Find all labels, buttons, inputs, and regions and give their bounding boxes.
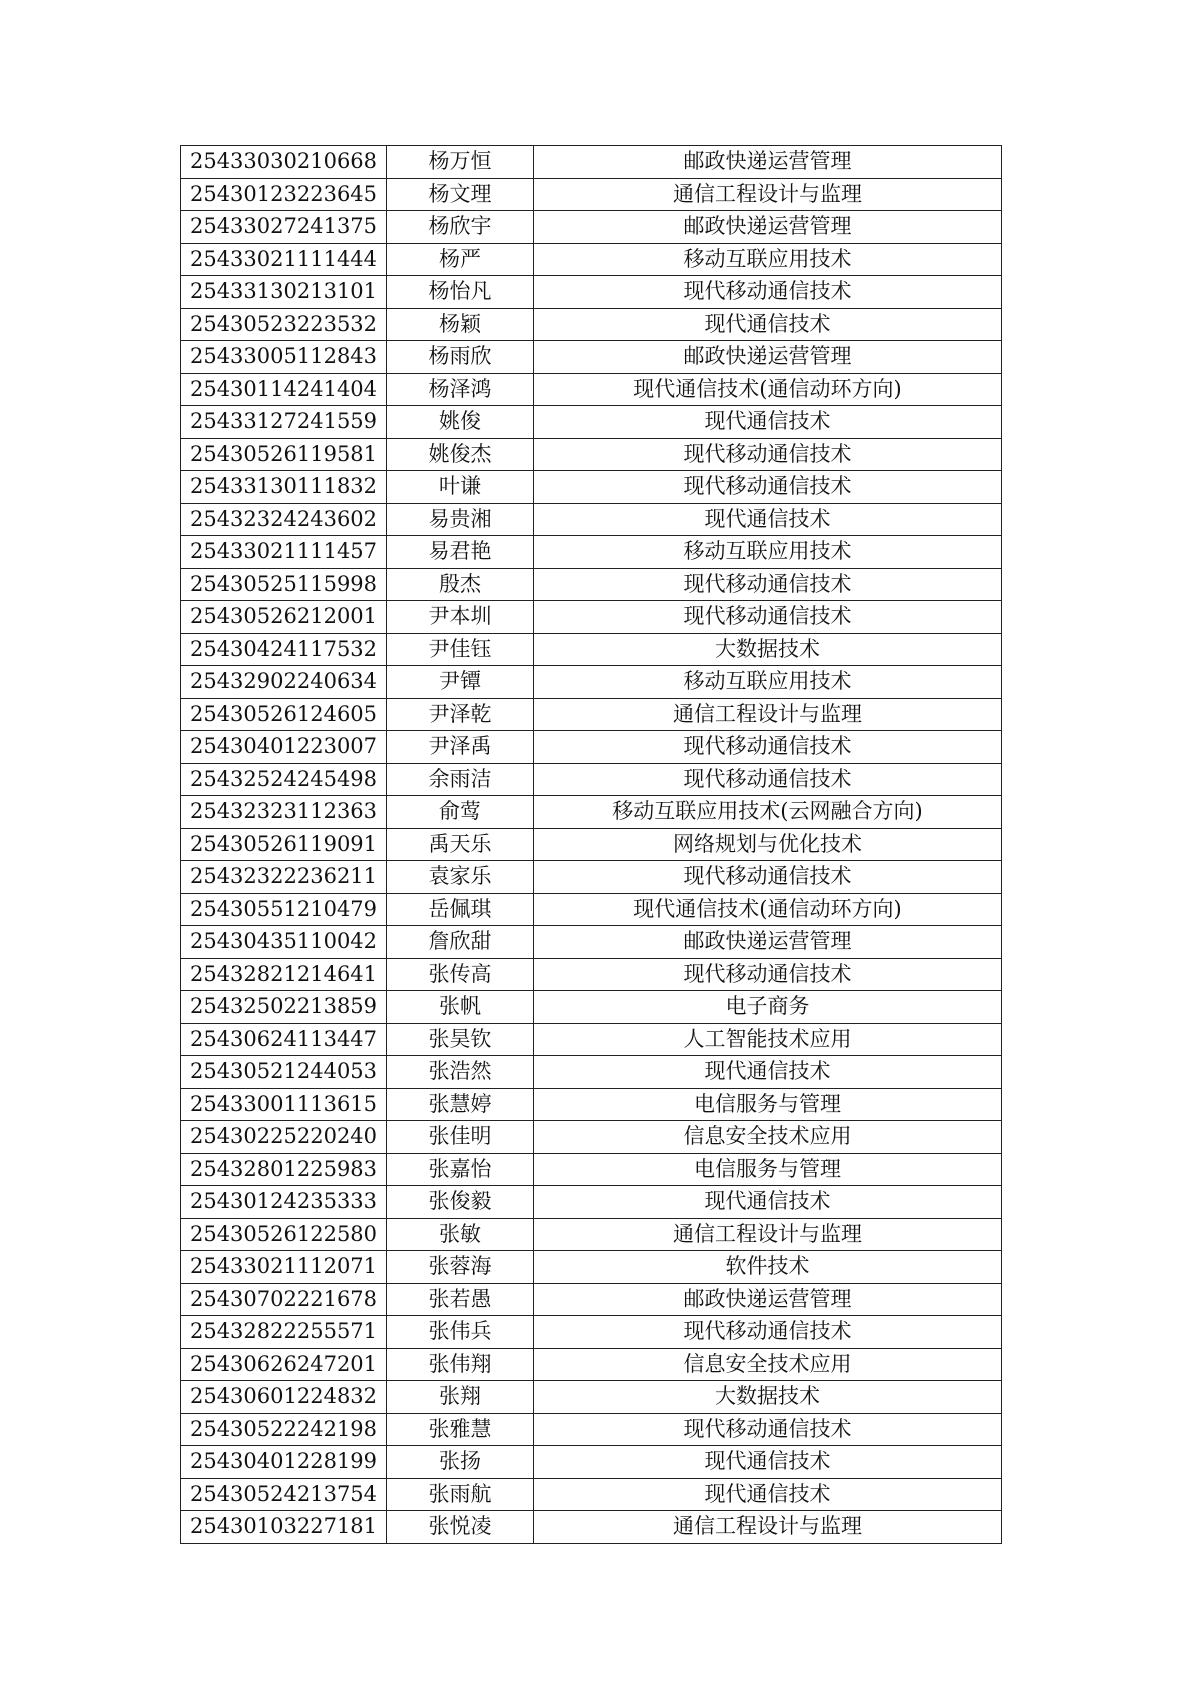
student-name-cell: 张敏 [387, 1218, 534, 1251]
student-name-cell: 詹欣甜 [387, 926, 534, 959]
table-row [181, 633, 1002, 666]
table-row [181, 1186, 1002, 1219]
table-row [181, 1251, 1002, 1284]
student-id-cell: 25430526119581 [181, 438, 387, 471]
student-major-cell: 现代通信技术 [534, 1478, 1002, 1511]
table-row [181, 406, 1002, 439]
student-major-cell: 软件技术 [534, 1251, 1002, 1284]
student-id-cell: 25430401223007 [181, 731, 387, 764]
student-name-cell: 杨怡凡 [387, 276, 534, 309]
student-id-cell: 25430601224832 [181, 1381, 387, 1414]
student-id-cell: 25432322236211 [181, 861, 387, 894]
student-name-cell: 杨颖 [387, 308, 534, 341]
student-name-cell: 张伟翔 [387, 1348, 534, 1381]
student-name-cell: 杨严 [387, 243, 534, 276]
table-row [181, 1381, 1002, 1414]
table-row [181, 1446, 1002, 1479]
table-row [181, 1413, 1002, 1446]
student-name-cell: 杨雨欣 [387, 341, 534, 374]
student-major-cell: 现代移动通信技术 [534, 763, 1002, 796]
table-row [181, 861, 1002, 894]
student-name-cell: 张翔 [387, 1381, 534, 1414]
student-id-cell: 25433027241375 [181, 211, 387, 244]
student-id-cell: 25433130213101 [181, 276, 387, 309]
student-major-cell: 通信工程设计与监理 [534, 1218, 1002, 1251]
student-major-cell: 大数据技术 [534, 1381, 1002, 1414]
student-id-cell: 25430435110042 [181, 926, 387, 959]
student-id-cell: 25433021111444 [181, 243, 387, 276]
table-row [181, 893, 1002, 926]
table-row [181, 536, 1002, 569]
table-row [181, 828, 1002, 861]
student-name-cell: 尹佳钰 [387, 633, 534, 666]
student-name-cell: 岳佩琪 [387, 893, 534, 926]
student-major-cell: 现代通信技术(通信动环方向) [534, 373, 1002, 406]
student-major-cell: 人工智能技术应用 [534, 1023, 1002, 1056]
student-major-cell: 电信服务与管理 [534, 1088, 1002, 1121]
student-major-cell: 邮政快递运营管理 [534, 1283, 1002, 1316]
student-id-cell: 25430124235333 [181, 1186, 387, 1219]
student-id-cell: 25430123223645 [181, 178, 387, 211]
student-id-cell: 25430521244053 [181, 1056, 387, 1089]
student-id-cell: 25433130111832 [181, 471, 387, 504]
table-row [181, 958, 1002, 991]
roster-body [181, 146, 1002, 1544]
student-major-cell: 邮政快递运营管理 [534, 146, 1002, 179]
student-major-cell: 信息安全技术应用 [534, 1348, 1002, 1381]
student-major-cell: 网络规划与优化技术 [534, 828, 1002, 861]
table-row [181, 146, 1002, 179]
student-name-cell: 杨文理 [387, 178, 534, 211]
student-major-cell: 现代通信技术 [534, 1056, 1002, 1089]
table-row [181, 568, 1002, 601]
student-id-cell: 25433030210668 [181, 146, 387, 179]
student-major-cell: 电子商务 [534, 991, 1002, 1024]
student-name-cell: 姚俊 [387, 406, 534, 439]
student-major-cell: 现代移动通信技术 [534, 276, 1002, 309]
student-id-cell: 25432323112363 [181, 796, 387, 829]
student-major-cell: 信息安全技术应用 [534, 1121, 1002, 1154]
student-name-cell: 殷杰 [387, 568, 534, 601]
student-name-cell: 张雨航 [387, 1478, 534, 1511]
student-id-cell: 25432902240634 [181, 666, 387, 699]
student-id-cell: 25430551210479 [181, 893, 387, 926]
student-id-cell: 25430702221678 [181, 1283, 387, 1316]
student-name-cell: 张伟兵 [387, 1316, 534, 1349]
student-id-cell: 25430523223532 [181, 308, 387, 341]
student-id-cell: 25432821214641 [181, 958, 387, 991]
table-row [181, 731, 1002, 764]
student-name-cell: 张雅慧 [387, 1413, 534, 1446]
student-id-cell: 25430114241404 [181, 373, 387, 406]
student-major-cell: 电信服务与管理 [534, 1153, 1002, 1186]
student-id-cell: 25433021111457 [181, 536, 387, 569]
table-row [181, 1088, 1002, 1121]
student-major-cell: 移动互联应用技术 [534, 536, 1002, 569]
table-row [181, 1056, 1002, 1089]
student-major-cell: 现代移动通信技术 [534, 601, 1002, 634]
student-id-cell: 25430624113447 [181, 1023, 387, 1056]
table-row [181, 1348, 1002, 1381]
student-major-cell: 现代移动通信技术 [534, 1316, 1002, 1349]
table-row [181, 698, 1002, 731]
student-id-cell: 25432801225983 [181, 1153, 387, 1186]
table-row [181, 601, 1002, 634]
student-name-cell: 张慧婷 [387, 1088, 534, 1121]
student-major-cell: 现代通信技术 [534, 308, 1002, 341]
student-name-cell: 尹本圳 [387, 601, 534, 634]
table-row [181, 471, 1002, 504]
table-row [181, 1218, 1002, 1251]
student-id-cell: 25433021112071 [181, 1251, 387, 1284]
student-name-cell: 姚俊杰 [387, 438, 534, 471]
student-major-cell: 移动互联应用技术 [534, 666, 1002, 699]
student-id-cell: 25430626247201 [181, 1348, 387, 1381]
student-name-cell: 张悦凌 [387, 1511, 534, 1544]
student-major-cell: 大数据技术 [534, 633, 1002, 666]
student-major-cell: 移动互联应用技术 [534, 243, 1002, 276]
student-major-cell: 现代通信技术 [534, 406, 1002, 439]
table-row [181, 991, 1002, 1024]
student-name-cell: 杨泽鸿 [387, 373, 534, 406]
table-row [181, 666, 1002, 699]
student-name-cell: 俞莺 [387, 796, 534, 829]
student-major-cell: 现代移动通信技术 [534, 471, 1002, 504]
student-id-cell: 25430522242198 [181, 1413, 387, 1446]
student-name-cell: 杨万恒 [387, 146, 534, 179]
student-name-cell: 叶谦 [387, 471, 534, 504]
table-row [181, 926, 1002, 959]
table-row [181, 1283, 1002, 1316]
student-major-cell: 现代通信技术 [534, 503, 1002, 536]
student-id-cell: 25433001113615 [181, 1088, 387, 1121]
student-major-cell: 通信工程设计与监理 [534, 1511, 1002, 1544]
student-name-cell: 张扬 [387, 1446, 534, 1479]
student-major-cell: 现代移动通信技术 [534, 1413, 1002, 1446]
student-id-cell: 25430525115998 [181, 568, 387, 601]
student-major-cell: 现代移动通信技术 [534, 958, 1002, 991]
student-id-cell: 25433005112843 [181, 341, 387, 374]
student-major-cell: 现代移动通信技术 [534, 731, 1002, 764]
student-id-cell: 25432524245498 [181, 763, 387, 796]
student-major-cell: 通信工程设计与监理 [534, 698, 1002, 731]
student-id-cell: 25430526122580 [181, 1218, 387, 1251]
student-name-cell: 张昊钦 [387, 1023, 534, 1056]
table-row [181, 308, 1002, 341]
student-name-cell: 杨欣宇 [387, 211, 534, 244]
student-id-cell: 25430103227181 [181, 1511, 387, 1544]
student-name-cell: 张佳明 [387, 1121, 534, 1154]
student-name-cell: 易君艳 [387, 536, 534, 569]
student-major-cell: 邮政快递运营管理 [534, 211, 1002, 244]
student-id-cell: 25430526119091 [181, 828, 387, 861]
student-major-cell: 移动互联应用技术(云网融合方向) [534, 796, 1002, 829]
table-row [181, 1316, 1002, 1349]
table-row [181, 1023, 1002, 1056]
student-name-cell: 尹镡 [387, 666, 534, 699]
student-id-cell: 25432822255571 [181, 1316, 387, 1349]
student-id-cell: 25433127241559 [181, 406, 387, 439]
student-major-cell: 现代通信技术(通信动环方向) [534, 893, 1002, 926]
student-id-cell: 25430225220240 [181, 1121, 387, 1154]
student-name-cell: 袁家乐 [387, 861, 534, 894]
student-name-cell: 张嘉怡 [387, 1153, 534, 1186]
student-major-cell: 现代通信技术 [534, 1446, 1002, 1479]
student-id-cell: 25430524213754 [181, 1478, 387, 1511]
table-row [181, 1121, 1002, 1154]
student-id-cell: 25430526212001 [181, 601, 387, 634]
student-name-cell: 张帆 [387, 991, 534, 1024]
student-id-cell: 25430401228199 [181, 1446, 387, 1479]
student-id-cell: 25430526124605 [181, 698, 387, 731]
table-row [181, 503, 1002, 536]
student-major-cell: 现代移动通信技术 [534, 861, 1002, 894]
student-name-cell: 禹天乐 [387, 828, 534, 861]
student-name-cell: 尹泽乾 [387, 698, 534, 731]
table-row [181, 1478, 1002, 1511]
table-row [181, 243, 1002, 276]
student-major-cell: 现代移动通信技术 [534, 568, 1002, 601]
student-name-cell: 张浩然 [387, 1056, 534, 1089]
student-major-cell: 通信工程设计与监理 [534, 178, 1002, 211]
student-major-cell: 邮政快递运营管理 [534, 341, 1002, 374]
student-id-cell: 25430424117532 [181, 633, 387, 666]
student-name-cell: 余雨洁 [387, 763, 534, 796]
table-row [181, 796, 1002, 829]
table-row [181, 276, 1002, 309]
table-row [181, 373, 1002, 406]
student-roster-table [180, 145, 1002, 1544]
table-row [181, 1153, 1002, 1186]
student-name-cell: 张传高 [387, 958, 534, 991]
table-row [181, 763, 1002, 796]
student-name-cell: 张若愚 [387, 1283, 534, 1316]
student-major-cell: 现代移动通信技术 [534, 438, 1002, 471]
table-row [181, 1511, 1002, 1544]
student-id-cell: 25432502213859 [181, 991, 387, 1024]
student-major-cell: 邮政快递运营管理 [534, 926, 1002, 959]
student-id-cell: 25432324243602 [181, 503, 387, 536]
table-row [181, 211, 1002, 244]
student-name-cell: 张俊毅 [387, 1186, 534, 1219]
table-row [181, 178, 1002, 211]
student-name-cell: 尹泽禹 [387, 731, 534, 764]
table-row [181, 438, 1002, 471]
student-name-cell: 易贵湘 [387, 503, 534, 536]
table-row [181, 341, 1002, 374]
student-name-cell: 张蓉海 [387, 1251, 534, 1284]
student-major-cell: 现代通信技术 [534, 1186, 1002, 1219]
